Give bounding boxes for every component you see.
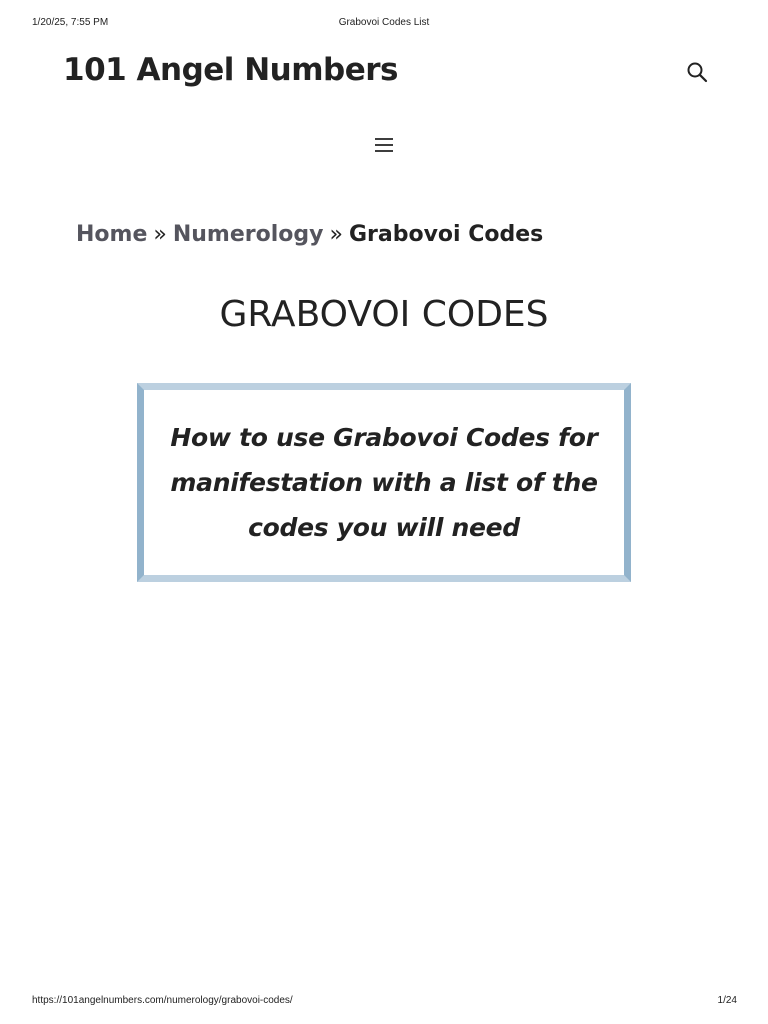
page-title: GRABOVOI CODES	[219, 294, 549, 335]
breadcrumb-numerology-link[interactable]: Numerology	[172, 222, 324, 247]
site-title[interactable]: 101 Angel Numbers	[63, 52, 398, 88]
intro-box-text: How to use Grabovoi Codes for manifestation with a list of the codes you will need	[170, 423, 598, 542]
hamburger-menu-icon[interactable]	[374, 136, 394, 154]
print-url: https://101angelnumbers.com/numerology/grabovoi-codes/	[32, 995, 293, 1006]
breadcrumb	[76, 222, 543, 247]
print-page-number: 1/24	[717, 995, 737, 1006]
print-datetime: 1/20/25, 7:55 PM	[32, 17, 109, 28]
breadcrumb-separator: »	[153, 222, 167, 247]
breadcrumb-home-link[interactable]: Home	[76, 222, 148, 247]
search-icon[interactable]	[686, 61, 708, 83]
breadcrumb-current: Grabovoi Codes	[348, 222, 544, 247]
breadcrumb-separator: »	[329, 222, 343, 247]
print-document-title: Grabovoi Codes List	[338, 17, 430, 28]
intro-box	[137, 383, 631, 582]
